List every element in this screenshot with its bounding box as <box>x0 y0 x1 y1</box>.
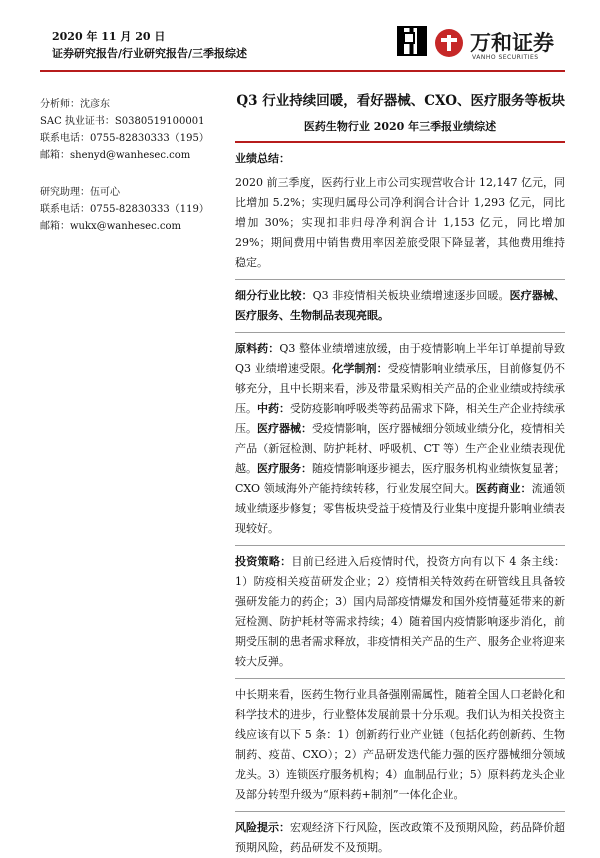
risk-text: 宏观经济下行风险，医改政策不及预期风险，药品降价超预期风险，药品研发不及预期。 <box>235 820 565 854</box>
section-divider <box>235 678 565 679</box>
longterm-section <box>235 685 565 805</box>
company-logo-text: 万和证券 <box>470 31 554 55</box>
report-title: Q3 行业持续回暖，看好器械、CXO、医疗服务等板块 <box>236 93 565 109</box>
risk-label: 风险提示： <box>235 820 290 834</box>
qr-code-icon <box>397 26 427 56</box>
segment-label: 原料药： <box>235 341 280 355</box>
segment-text: 受防疫影响呼吸类等药品需求下降，相关生产企业持续承压。 <box>235 401 565 435</box>
segment-text: 受疫情影响业绩承压，目前修复仍不够充分，且中长期来看，涉及带量采购相关产品的企业业绩或持续承压。 <box>235 361 566 415</box>
summary-section <box>235 149 565 273</box>
subindustry-section <box>235 286 565 326</box>
section-divider <box>235 279 565 280</box>
section-divider <box>235 332 565 333</box>
report-body <box>235 90 565 858</box>
section-divider <box>235 811 565 812</box>
company-logo-subtext: VANHO SECURITIES <box>472 54 539 61</box>
risk-section <box>235 818 565 858</box>
summary-text: 2020 前三季度，医药行业上市公司实现营收合计 12,147 亿元，同比增加 5.2%；实现归属母公司净利润合计合计 1,293 亿元，同比增加 30%；实现扣非归母净利润合计 1,153 亿元，同比增加 29%；期间费用中销售费用率因差旅受限下降显著，其他费用维持稳定。 <box>235 175 565 269</box>
strategy-label: 投资策略： <box>235 554 292 568</box>
longterm-text: 中长期来看，医药生物行业具备强刚需属性，随着全国人口老龄化和科学技术的进步，行业整体发展前景十分乐观。我们认为相关投资主线应该有以下 5 条：1）创新药行业产业链（包括化药创新药、生物制药、疫苗、CXO）；2）产品研发迭代能力强的医疗器械细分领域龙头。3）连锁医疗服务机构；4）血制品行业；5）原料药龙头企业及部分转型升级为“原料药+制剂”一体化企业。 <box>235 687 565 801</box>
segment-label: 医疗器械： <box>257 421 312 435</box>
segment-text: Q3 整体业绩增速放缓，由于疫情影响上半年订单提前导致 Q3 业绩增速受限。 <box>235 341 566 375</box>
company-logo-icon <box>432 27 466 59</box>
subindustry-paragraph <box>235 286 565 326</box>
analyst-certificate: SAC 执业证书：S0380519100001 <box>40 116 205 127</box>
segment-text: 随疫情影响逐步褪去，医疗服务机构业绩恢复显著；CXO 领域海外产能持续转移，行业发展空间大。 <box>235 461 565 495</box>
assistant-phone: 联系电话：0755-82830333（119） <box>40 204 209 215</box>
segment-label: 化学制剂： <box>332 361 388 375</box>
report-subtitle: 医药生物行业 2020 年三季报业绩综述 <box>303 120 497 133</box>
strategy-text: 目前已经进入后疫情时代，投资方向有以下 4 条主线：1）防疫相关疫苗研发企业；2）疫情相关特效药在研管线且具备较强研发能力的药企；3）国内局部疫情爆发和国外疫情蔓延带来的新冠检测、防护耗材等需求持续；4）随着国内疫情影响逐步消化，前期受压制的患者需求释放，非疫情相关产品的生产、服务企业将迎来较大反弹。 <box>235 554 566 668</box>
segment-text: 流通领域业绩逐步修复；零售板块受益于疫情及行业集中度提升影响业绩表现较好。 <box>235 481 565 535</box>
strategy-paragraph <box>235 552 565 672</box>
analyst-email: 邮箱：shenyd@wanhesec.com <box>40 150 191 161</box>
assistant-email: 邮箱：wukx@wanhesec.com <box>40 221 181 232</box>
subindustry-label: 细分行业比较： <box>235 288 313 302</box>
analyst-sidebar <box>40 96 209 235</box>
risk-paragraph <box>235 818 565 858</box>
title-divider <box>235 141 565 143</box>
segment-label: 医药商业： <box>475 481 532 495</box>
report-category: 证券研究报告/行业研究报告/三季报综述 <box>52 47 248 60</box>
report-date: 2020 年 11 月 20 日 <box>52 30 166 43</box>
segments-paragraph <box>235 339 565 539</box>
analyst-name: 分析师：沈彦东 <box>40 99 110 110</box>
header-divider <box>40 70 565 72</box>
segment-label: 医疗服务： <box>257 461 312 475</box>
segments-section <box>235 339 565 539</box>
section-divider <box>235 545 565 546</box>
strategy-section <box>235 552 565 672</box>
segment-label: 中药： <box>257 401 290 415</box>
summary-heading: 业绩总结： <box>235 151 290 165</box>
assistant-name: 研究助理：伍可心 <box>40 187 120 198</box>
subindustry-highlight: 医疗器械、医疗服务、生物制品表现亮眼。 <box>235 288 566 322</box>
analyst-phone: 联系电话：0755-82830333（195） <box>40 133 209 144</box>
segment-text: 受疫情影响，医疗器械细分领域业绩分化，疫情相关产品（新冠检测、防护耗材、呼吸机、CT 等）生产企业业绩表现优越。 <box>235 421 565 475</box>
subindustry-text: Q3 非疫情相关板块业绩增速逐步回暖。 <box>312 288 510 302</box>
